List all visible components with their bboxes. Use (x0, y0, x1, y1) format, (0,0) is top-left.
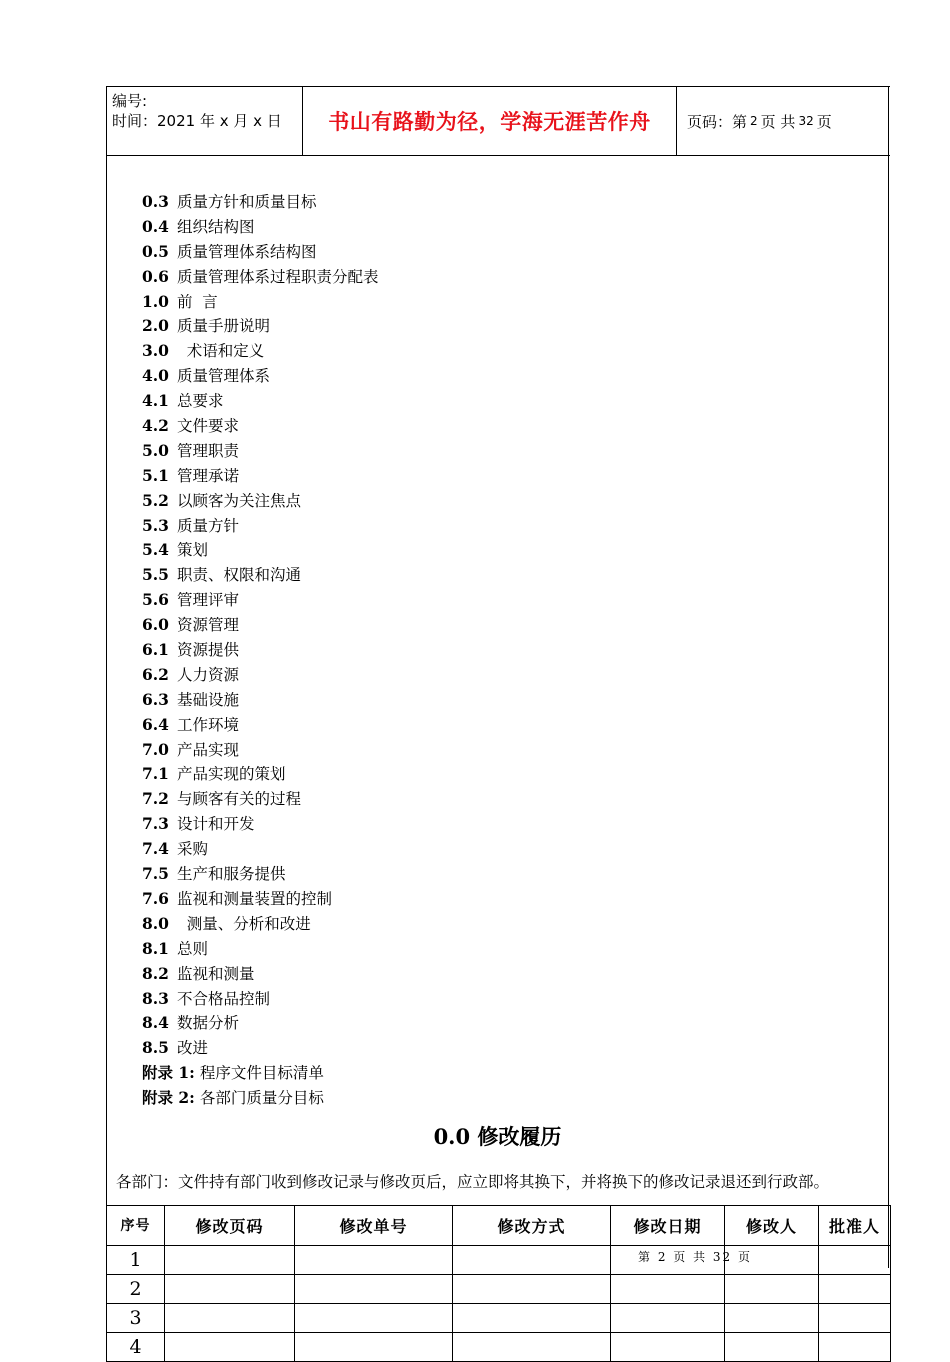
column-header: 批准人 (819, 1206, 891, 1246)
toc-item-number: 6.2 (142, 664, 169, 684)
toc-item-number: 0.5 (142, 241, 169, 261)
toc-item-number: 8.4 (142, 1013, 169, 1033)
column-header: 修改日期 (611, 1206, 725, 1246)
toc-item (142, 588, 378, 613)
page-frame-right (888, 86, 889, 1268)
table-row (107, 1246, 891, 1275)
column-header: 修改方式 (453, 1206, 611, 1246)
toc-item-title: 资源管理 (176, 616, 239, 635)
toc-item (142, 389, 378, 414)
table-cell (295, 1275, 453, 1304)
toc-item-number: 6.3 (142, 689, 169, 709)
toc-item-number: 7.3 (142, 814, 169, 834)
toc-item-title: 各部门质量分目标 (199, 1089, 324, 1108)
toc-item (142, 464, 378, 489)
toc-item-title: 管理评审 (176, 591, 239, 610)
toc-item-number: 4.1 (142, 391, 169, 411)
table-cell (725, 1275, 819, 1304)
toc-item-title: 质量管理体系过程职责分配表 (176, 267, 379, 286)
toc-item-title: 质量管理体系 (176, 367, 270, 386)
toc-item (142, 414, 378, 439)
toc-item-number: 7.4 (142, 839, 169, 859)
toc-item-number: 附录 1: (142, 1063, 195, 1083)
toc-item (142, 787, 378, 812)
toc-item-number: 6.1 (142, 640, 169, 660)
toc-item (142, 738, 378, 763)
toc-item-number: 8.3 (142, 988, 169, 1008)
toc-item-title: 测量、分析和改进 (176, 914, 311, 933)
page-current: 2 (750, 114, 758, 128)
toc-item (142, 663, 378, 688)
toc-item-title: 设计和开发 (176, 815, 255, 834)
revision-notice: 各部门：文件持有部门收到修改记录与修改页后，应立即将其换下，并将换下的修改记录退还到行政部。 (116, 1173, 830, 1191)
document-number-label: 编号: (112, 92, 148, 110)
table-cell (725, 1333, 819, 1362)
toc-item (142, 987, 378, 1012)
toc-item-number: 7.5 (142, 864, 169, 884)
table-header-row (107, 1206, 891, 1246)
table-cell (453, 1275, 611, 1304)
toc-item-title: 人力资源 (176, 665, 239, 684)
table-cell (453, 1304, 611, 1333)
toc-item-title: 生产和服务提供 (176, 865, 286, 884)
table-cell (611, 1275, 725, 1304)
toc-item (142, 837, 378, 862)
header-motto: 书山有路勤为径，学海无涯苦作舟 (303, 87, 677, 155)
toc-item-title: 管理职责 (176, 441, 239, 460)
toc-item (142, 1086, 378, 1111)
table-cell (453, 1246, 611, 1275)
row-number: 2 (107, 1275, 165, 1304)
column-header: 序号 (107, 1206, 165, 1246)
toc-item (142, 862, 378, 887)
column-header: 修改单号 (295, 1206, 453, 1246)
toc-item-number: 7.1 (142, 764, 169, 784)
toc-item-number: 4.0 (142, 366, 169, 386)
toc-item-title: 与顾客有关的过程 (176, 790, 301, 809)
table-cell (165, 1275, 295, 1304)
table-cell (725, 1304, 819, 1333)
toc-item (142, 339, 378, 364)
table-cell (819, 1275, 891, 1304)
toc-item-title: 资源提供 (176, 641, 239, 660)
toc-item (142, 240, 378, 265)
column-header: 修改页码 (165, 1206, 295, 1246)
document-time: 时间：2021 年 x 月 x 日 (112, 112, 282, 130)
toc-item-number: 0.4 (142, 216, 169, 236)
table-of-contents (142, 190, 378, 1111)
toc-item-number: 5.4 (142, 540, 169, 560)
toc-item-number: 5.5 (142, 565, 169, 585)
toc-item-title: 以顾客为关注焦点 (176, 491, 301, 510)
page-mid: 页 共 (760, 112, 796, 131)
toc-item-number: 8.1 (142, 938, 169, 958)
toc-item-title: 前 言 (176, 292, 218, 311)
toc-item-title: 总要求 (176, 392, 224, 411)
toc-item (142, 688, 378, 713)
toc-item (142, 190, 378, 215)
toc-item-number: 4.2 (142, 416, 169, 436)
toc-item-number: 5.2 (142, 490, 169, 510)
toc-item-number: 6.0 (142, 615, 169, 635)
toc-item-number: 7.0 (142, 739, 169, 759)
toc-item-title: 组织结构图 (176, 217, 255, 236)
toc-item-title: 策划 (176, 541, 208, 560)
table-cell (165, 1246, 295, 1275)
toc-item-number: 7.2 (142, 789, 169, 809)
table-cell (611, 1304, 725, 1333)
toc-item-title: 质量方针 (176, 516, 239, 535)
toc-item (142, 563, 378, 588)
toc-item-title: 质量手册说明 (176, 317, 270, 336)
toc-item-number: 7.6 (142, 888, 169, 908)
toc-item (142, 638, 378, 663)
toc-item-title: 产品实现 (176, 740, 239, 759)
toc-item (142, 887, 378, 912)
document-header (106, 86, 890, 156)
toc-item (142, 1011, 378, 1036)
toc-item-number: 1.0 (142, 291, 169, 311)
toc-item-title: 管理承诺 (176, 466, 239, 485)
toc-item-title: 不合格品控制 (176, 989, 270, 1008)
row-number: 1 (107, 1246, 165, 1275)
table-cell (453, 1333, 611, 1362)
table-cell (295, 1246, 453, 1275)
toc-item (142, 290, 378, 315)
toc-item (142, 713, 378, 738)
table-cell (295, 1333, 453, 1362)
toc-item (142, 364, 378, 389)
toc-item (142, 538, 378, 563)
toc-item-number: 0.3 (142, 192, 169, 211)
table-cell (165, 1304, 295, 1333)
table-cell (611, 1333, 725, 1362)
toc-item-title: 数据分析 (176, 1014, 239, 1033)
header-page-info (677, 87, 890, 155)
toc-item-title: 程序文件目标清单 (199, 1064, 324, 1083)
toc-item (142, 1036, 378, 1061)
toc-item-number: 0.6 (142, 266, 169, 286)
toc-item-number: 8.5 (142, 1038, 169, 1058)
table-cell (295, 1304, 453, 1333)
table-row (107, 1333, 891, 1362)
page-frame-left (106, 86, 107, 1268)
table-row (107, 1304, 891, 1333)
row-number: 3 (107, 1304, 165, 1333)
toc-item-title: 文件要求 (176, 417, 239, 436)
table-cell (165, 1333, 295, 1362)
toc-item-title: 基础设施 (176, 690, 239, 709)
page-footer: 第 2 页 共 32 页 (638, 1250, 752, 1264)
toc-item-title: 术语和定义 (176, 342, 265, 361)
toc-item (142, 962, 378, 987)
toc-item-title: 质量方针和质量目标 (176, 193, 317, 211)
table-cell (819, 1304, 891, 1333)
toc-item (142, 613, 378, 638)
toc-item (142, 265, 378, 290)
toc-item (142, 937, 378, 962)
section-title: 0.0 修改履历 (433, 1124, 562, 1149)
toc-item-title: 改进 (176, 1039, 208, 1058)
toc-item-title: 质量管理体系结构图 (176, 242, 317, 261)
toc-item (142, 762, 378, 787)
page-total: 32 (798, 114, 814, 128)
toc-item (142, 514, 378, 539)
toc-item-number: 2.0 (142, 316, 169, 336)
toc-item-number: 8.0 (142, 913, 169, 933)
table-row (107, 1275, 891, 1304)
toc-item (142, 812, 378, 837)
toc-item-number: 3.0 (142, 341, 169, 361)
toc-item-number: 5.1 (142, 465, 169, 485)
toc-item (142, 912, 378, 937)
toc-item-number: 8.2 (142, 963, 169, 983)
header-meta (106, 87, 303, 155)
toc-item-number: 5.0 (142, 440, 169, 460)
row-number: 4 (107, 1333, 165, 1362)
table-cell (819, 1246, 891, 1275)
revision-history-table (106, 1205, 891, 1362)
toc-item (142, 439, 378, 464)
toc-item-title: 采购 (176, 840, 208, 859)
toc-item-number: 5.3 (142, 515, 169, 535)
toc-item (142, 215, 378, 240)
toc-item-title: 工作环境 (176, 715, 239, 734)
column-header: 修改人 (725, 1206, 819, 1246)
toc-item-title: 产品实现的策划 (176, 765, 286, 784)
toc-item-number: 附录 2: (142, 1088, 195, 1108)
toc-item-title: 职责、权限和沟通 (176, 566, 301, 585)
toc-item-title: 监视和测量 (176, 964, 255, 983)
table-cell (819, 1333, 891, 1362)
toc-item (142, 489, 378, 514)
toc-item (142, 314, 378, 339)
toc-item-number: 5.6 (142, 590, 169, 610)
page-prefix: 页码：第 (687, 112, 748, 131)
toc-item-number: 6.4 (142, 714, 169, 734)
toc-item-title: 监视和测量装置的控制 (176, 889, 332, 908)
toc-item (142, 1061, 378, 1086)
page-suffix: 页 (816, 112, 832, 131)
toc-item-title: 总则 (176, 939, 208, 958)
